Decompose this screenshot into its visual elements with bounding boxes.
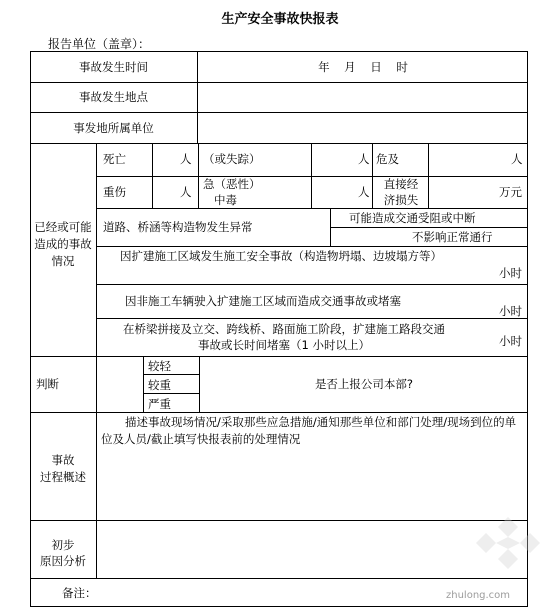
row-divider — [30, 82, 528, 83]
row-divider — [30, 112, 528, 113]
row-divider — [330, 227, 528, 228]
cause-label-1: 初步 — [51, 538, 75, 552]
bridge-anomaly-label: 道路、桥涵等构造物发生异常 — [103, 220, 253, 234]
missing-label: （或失踪） — [203, 152, 261, 166]
row-divider — [96, 246, 528, 247]
acute-label: 急（恶性） — [203, 177, 261, 191]
col-divider — [96, 143, 97, 578]
col-divider — [372, 143, 373, 208]
watermark-logo-icon — [468, 513, 548, 583]
col-divider — [152, 143, 153, 208]
row-divider — [143, 374, 199, 375]
judgement-label: 判断 — [36, 377, 59, 391]
death-label: 死亡 — [103, 152, 126, 166]
cause-label-2: 原因分析 — [40, 554, 86, 568]
row-divider — [30, 356, 528, 357]
watermark-text: zhulong.com — [446, 590, 511, 601]
accident-time-label: 事故发生时间 — [79, 60, 148, 74]
remark-label: 备注： — [62, 586, 97, 600]
bridge-phase-case: 在桥梁拼接及立交、跨线桥、路面施工阶段，扩建施工路段交通事故或长时间堵塞（1 小时以上） — [123, 322, 445, 352]
missing-unit: 人 — [358, 152, 370, 166]
row-divider — [143, 393, 199, 394]
non-construction-vehicle-hours: 小时 — [499, 304, 522, 318]
construction-accident-case: 因扩建施工区域发生施工安全事故（构造物坍塌、边坡塌方等） — [120, 249, 442, 263]
form-title: 生产安全事故快报表 — [221, 12, 339, 27]
report-unit-label: 报告单位（盖章）： — [48, 37, 151, 51]
severity-light[interactable]: 较轻 — [148, 359, 171, 373]
direct-loss-label: 直接经济损失 — [383, 177, 419, 207]
death-unit: 人 — [180, 152, 192, 166]
report-to-hq-question: 是否上报公司本部? — [314, 377, 414, 391]
col-divider — [428, 143, 429, 208]
col-divider — [311, 143, 312, 208]
accident-place-label: 事故发生地点 — [79, 90, 148, 104]
endangered-label: 危及 — [376, 152, 399, 166]
construction-accident-hours: 小时 — [499, 266, 522, 280]
process-label-2: 过程概述 — [40, 470, 86, 484]
endangered-unit: 人 — [511, 152, 523, 166]
row-divider — [30, 520, 528, 521]
severity-severe[interactable]: 严重 — [148, 397, 171, 411]
no-affect-label: 不影响正常通行 — [412, 230, 493, 244]
col-divider — [198, 143, 199, 208]
affiliation-label: 事发地所属单位 — [73, 121, 154, 135]
row-divider — [96, 208, 528, 209]
row-divider — [30, 143, 528, 144]
process-label-1: 事故 — [51, 453, 75, 467]
casualty-group-label: 已经或可能造成的事故情况 — [34, 220, 92, 268]
bridge-phase-hours: 小时 — [499, 334, 522, 348]
injured-unit: 人 — [180, 185, 192, 199]
col-divider — [330, 208, 331, 246]
injured-label: 重伤 — [103, 185, 126, 199]
row-divider — [30, 578, 528, 579]
row-divider — [30, 412, 528, 413]
row-divider — [96, 284, 528, 285]
row-divider — [96, 318, 528, 319]
may-block-label: 可能造成交通受阻或中断 — [349, 211, 476, 225]
poisoning-label: 中毒 — [214, 193, 237, 207]
process-description: 描述事故现场情况/采取那些应急措施/通知那些单位和部门处理/现场到位的单位及人员/截止填写快报表前的处理情况 — [101, 415, 517, 446]
poisoning-unit: 人 — [358, 185, 370, 199]
non-construction-vehicle-case: 因非施工车辆驶入扩建施工区域而造成交通事故或堵塞 — [125, 294, 401, 308]
accident-time-value[interactable]: 年 月 日 时 — [318, 60, 408, 74]
direct-loss-unit: 万元 — [499, 185, 522, 199]
severity-heavy[interactable]: 较重 — [148, 378, 171, 392]
row-divider — [96, 176, 528, 177]
